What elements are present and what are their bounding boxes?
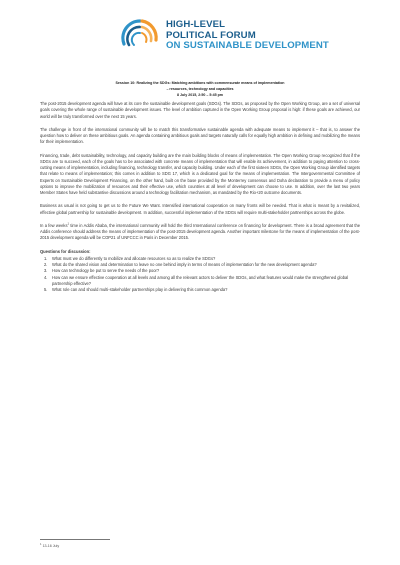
forum-title: [166, 20, 376, 52]
footnote-number: 1: [40, 542, 42, 546]
hlpf-arc-logo-icon: [120, 14, 160, 54]
paragraph-text: In a few weeks: [40, 222, 68, 228]
question-number: 3.: [44, 268, 48, 274]
question-number: 4.: [44, 274, 48, 280]
session-subtitle: – resources, technology and capacities: [166, 87, 234, 92]
paragraph: Financing, trade, debt sustainability, technology, and capacity building are the main building blocks of means of implementation. The Open Working Group recognized that if the SDGs are to succeed, each of the goals has to be associated with concrete means of implementation that will enable its achievement, in addition to paying attention to cross-cutting means of implementation, including financing, technology transfer, and capacity building. Under each of the first sixteen SDGs, the Open Working Group identified targets that relate to means of implementation; this comes in addition to SDG 17, which is a dedicated goal for the means of implementation. The Intergovernmental Committee of Experts on Sustainable Development Financing, on the other hand, built on the base provided by the Monterrey consensus and Doha declaration to provide a menu of policy options to improve the mobilization of resources and their effective use, which countries at all level of development can choose to use. In addition, over the last two years Member States have held substantive discussions around a technology facilitation mechanism, as mandated by the Rio+20 outcome documents.: [40, 152, 360, 195]
question-item: [40, 275, 360, 288]
questions-title: Questions for discussion:: [40, 248, 91, 254]
question-text: What role can and should multi-stakeholder partnerships play in delivering this common agenda?: [52, 287, 228, 292]
question-text: How can we ensure effective cooperation at all levels and among all the relevant actors to deliver the SDGs, and what features would make the strengthened global partnership effective?: [52, 274, 349, 286]
questions-section: [40, 249, 360, 294]
forum-header: [120, 14, 370, 64]
paragraph: [40, 223, 360, 242]
session-title: Session 10: Realizing the SDGs: Matching ambitions with commensurate means of implementation: [115, 81, 285, 85]
forum-title-line-1: HIGH-LEVEL: [166, 19, 226, 30]
paragraph: Business as usual is not going to get us to the Future We Want. Intensified international cooperation on many fronts will be needed. That is what is meant by a revitalized, effective global partnership for sustainable development. In addition, successful implementation of the SDGs will require multi-stakeholder partnerships across the globe.: [40, 203, 360, 215]
footnote-reference[interactable]: 1: [67, 221, 70, 226]
question-number: 2.: [44, 262, 48, 267]
footnote: [40, 542, 59, 549]
question-item: [40, 287, 360, 293]
forum-title-line-3: ON SUSTAINABLE DEVELOPMENT: [166, 40, 329, 51]
paragraph: The challenge in front of the international community will be to match this transformative sustainable agenda with adequate means to implement it – that is, to answer the question how to deliver on these ambitious goals. An agenda containing ambitious goals and targets naturally calls for equally high ambition in defining and mobilizing the means for their implementation.: [40, 126, 360, 145]
session-heading: [40, 80, 360, 98]
paragraph: The post-2015 development agenda will have at its core the sustainable development goals (SDGs). The SDGs, as proposed by the Open Working Group, are a set of universal goals covering the whole range of sustainable development issues. The level of ambition captured in the Open Working Group proposal is high: if these goals are achieved, our world will be truly transformed over the next 15 years.: [40, 101, 360, 119]
question-text: What must we do differently to mobilize and allocate resources so as to realize the SDGs?: [52, 255, 216, 261]
footnote-divider: [40, 539, 110, 540]
session-date: 8 July 2015, 2:50 – 5:45 pm: [177, 93, 223, 98]
question-text: What do the shared vision and determination to leave no one behind imply in terms of means of implementation for the new development agenda?: [52, 262, 317, 267]
paragraph-text: time in Addis Ababa, the international community will hold the third International conference on financing for development. There is a broad agreement that the Addis conference should address the means of implementation of the post-2015 development agenda. Another important milestone for the means of implementation of the post-2015 development agenda will be COP21 of UNFCCC in Paris in December 2015.: [40, 222, 361, 241]
forum-title-line-2: POLITICAL FORUM: [166, 29, 256, 41]
question-number: 5.: [44, 287, 48, 292]
question-text: How can technology be put to serve the needs of the poor?: [52, 268, 160, 274]
question-number: 1.: [44, 255, 48, 261]
questions-list: [40, 256, 360, 294]
document-body: [40, 101, 360, 293]
footnote-text: 13-16 July: [42, 544, 60, 549]
